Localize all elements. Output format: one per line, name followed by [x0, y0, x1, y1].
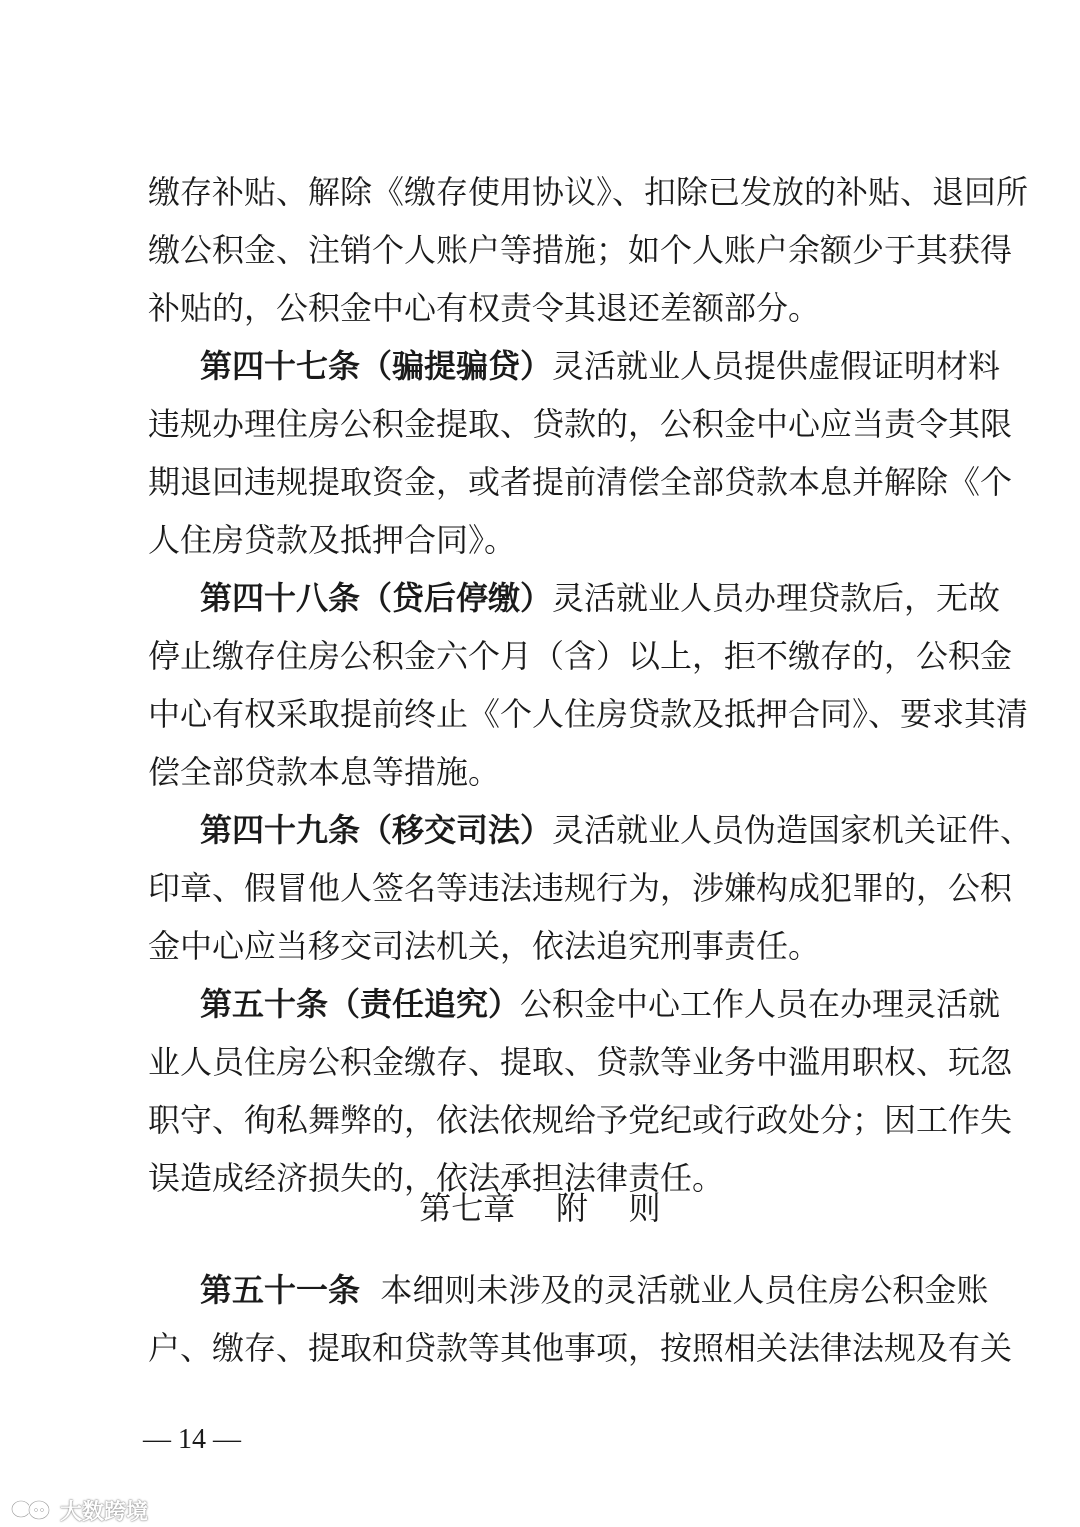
- text-line: 业人员住房公积金缴存、提取、贷款等业务中滥用职权、玩忽: [148, 1043, 1013, 1081]
- article-50-first-line: 第五十条（责任追究）公积金中心工作人员在办理灵活就: [200, 985, 1001, 1023]
- article-51-first-line: 第五十一条 本细则未涉及的灵活就业人员住房公积金账: [200, 1271, 989, 1309]
- page-number: — 14 —: [143, 1424, 241, 1455]
- text-line: 偿全部贷款本息等措施。: [148, 753, 501, 791]
- text-line: 停止缴存住房公积金六个月（含）以上，拒不缴存的，公积金: [148, 637, 1013, 675]
- speech-bubble-logo-icon: [10, 1498, 54, 1522]
- article-47-first-line: 第四十七条（骗提骗贷）灵活就业人员提供虚假证明材料: [200, 347, 1001, 385]
- text-line: 违规办理住房公积金提取、贷款的，公积金中心应当责令其限: [148, 405, 1013, 443]
- watermark-text: 大数跨境: [60, 1499, 149, 1525]
- article-48-first-line: 第四十八条（贷后停缴）灵活就业人员办理贷款后，无故: [200, 579, 1001, 617]
- article-heading: 第四十七条（骗提骗贷）: [200, 347, 553, 385]
- text-line: 缴存补贴、解除《缴存使用协议》、扣除已发放的补贴、退回所: [148, 173, 1029, 211]
- text-line: 缴公积金、注销个人账户等措施；如个人账户余额少于其获得: [148, 231, 1013, 269]
- article-heading: 第四十八条（贷后停缴）: [200, 579, 553, 617]
- text-line: 金中心应当移交司法机关，依法追究刑事责任。: [148, 927, 821, 965]
- text-line: 户、缴存、提取和贷款等其他事项，按照相关法律法规及有关: [148, 1329, 1013, 1367]
- watermark: [10, 1496, 148, 1524]
- article-heading: 第四十九条（移交司法）: [200, 811, 553, 849]
- article-heading: 第五十条（责任追究）: [200, 985, 521, 1023]
- article-49-first-line: 第四十九条（移交司法）灵活就业人员伪造国家机关证件、: [200, 811, 1033, 849]
- text-line: 补贴的，公积金中心有权责令其退还差额部分。: [148, 289, 821, 327]
- chapter-title: 第七章 附 则: [419, 1189, 661, 1227]
- text-line: 中心有权采取提前终止《个人住房贷款及抵押合同》、要求其清: [148, 695, 1029, 733]
- text-line: 职守、徇私舞弊的，依法依规给予党纪或行政处分；因工作失: [148, 1101, 1013, 1139]
- text-line: 误造成经济损失的，依法承担法律责任。: [148, 1159, 725, 1197]
- text-line: 期退回违规提取资金，或者提前清偿全部贷款本息并解除《个: [148, 463, 1013, 501]
- text-line: 人住房贷款及抵押合同》。: [148, 521, 517, 559]
- text-line: 印章、假冒他人签名等违法违规行为，涉嫌构成犯罪的，公积: [148, 869, 1013, 907]
- article-heading: 第五十一条: [200, 1271, 361, 1309]
